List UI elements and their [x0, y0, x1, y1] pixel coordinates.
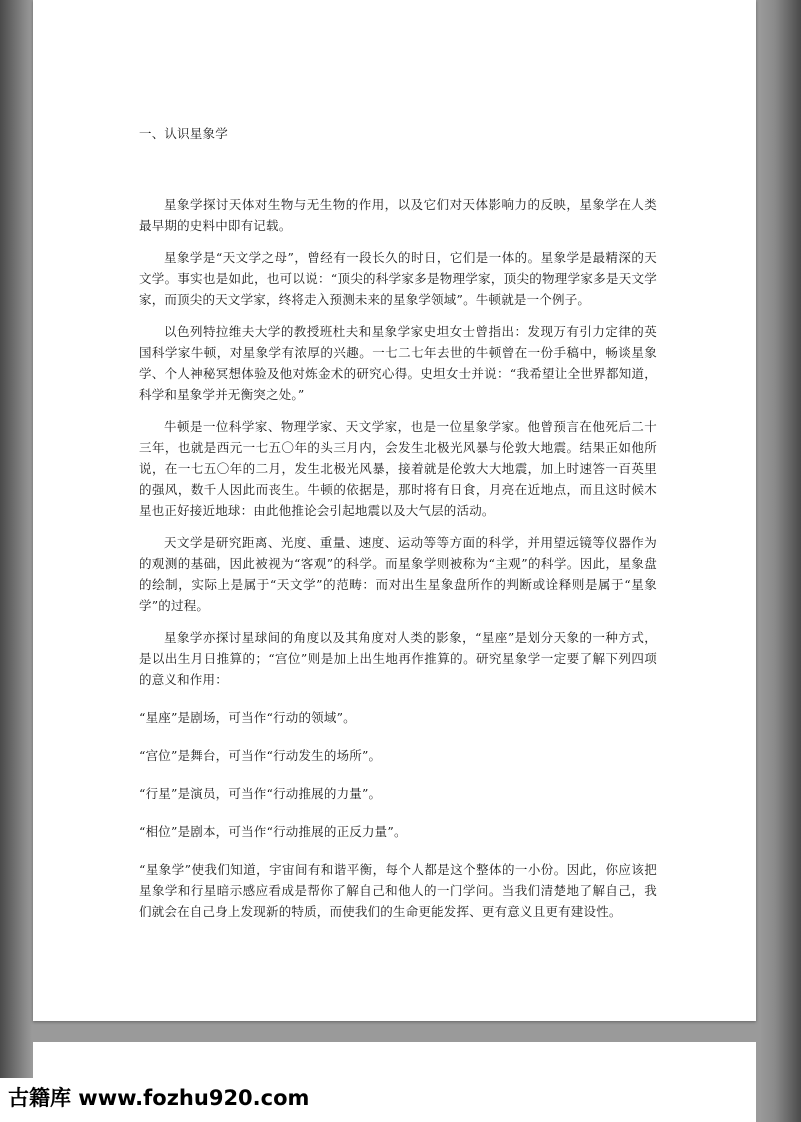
page-content — [139, 123, 657, 922]
list-item: “星座”是剧场，可当作“行动的领域”。 — [139, 710, 356, 725]
paragraph: 天文学是研究距离、光度、重量、速度、运动等等方面的科学，并用望远镜等仪器作为的观测的基础，因此被视为“客观”的科学。而星象学则被称为“主观”的科学。因此，星象盘的绘制，实际上是属于“天文学”的范畴：而对出生星象盘所作的判断或诠释则是属于“星象学”的过程。 — [139, 535, 657, 613]
paragraph: 牛顿是一位科学家、物理学家、天文学家，也是一位星象学家。他曾预言在他死后二十三年，也就是西元一七五〇年的头三月内，会发生北极光风暴与伦敦大地震。结果正如他所说，在一七五〇年的二月，发生北极光风暴，接着就是伦敦大大地震，加上时速答一百英里的强风，数千人因此而丧生。牛顿的依据是，那时将有日食，月亮在近地点，而且这时候木星也正好接近地球：由此他推论会引起地震以及大气层的活动。 — [139, 419, 657, 518]
list-item: “宫位”是舞台，可当作“行动发生的场所”。 — [139, 748, 382, 763]
list-item: “行星”是演员，可当作“行动推展的力量”。 — [139, 786, 382, 801]
paragraph: 星象学探讨天体对生物与无生物的作用，以及它们对天体影响力的反映，星象学在人类最早期的史料中即有记载。 — [139, 197, 657, 233]
paragraph: 星象学是“天文学之母”，曾经有一段长久的时日，它们是一体的。星象学是最精深的天文学。事实也是如此，也可以说：“顶尖的科学家多是物理学家，顶尖的物理学家多是天文学家，而顶尖的天文学家，终将走入预测未来的星象学领域”。牛顿就是一个例子。 — [139, 250, 657, 307]
section-title: 一、认识星象学 — [139, 126, 228, 141]
closing-paragraph: “星象学”使我们知道，宇宙间有和谐平衡，每个人都是这个整体的一小份。因此，你应该把星象学和行星暗示感应看成是帮你了解自己和他人的一门学问。当我们清楚地了解自己，我们就会在自己身上发现新的特质，而使我们的生命更能发挥、更有意义且更有建设性。 — [139, 862, 657, 919]
paragraph: 以色列特拉维夫大学的教授班杜夫和星象学家史坦女士曾指出：发现万有引力定律的英国科学家牛顿，对星象学有浓厚的兴趣。一七二七年去世的牛顿曾在一份手稿中，畅谈星象学、个人神秘冥想体验及他对炼金术的研究心得。史坦女士并说：“我希望让全世界都知道，科学和星象学并无衡突之处。” — [139, 324, 657, 402]
paragraph: 星象学亦探讨星球间的角度以及其角度对人类的影象，“星座”是划分天象的一种方式，是以出生月日推算的；“宫位”则是加上出生地再作推算的。研究星象学一定要了解下列四项的意义和作用： — [139, 630, 657, 687]
watermark-logo: 古籍库 www.fozhu920.com — [8, 1086, 310, 1110]
watermark-bar — [0, 1078, 310, 1122]
list-item: “相位”是剧本，可当作“行动推展的正反力量”。 — [139, 824, 407, 839]
document-page — [33, 0, 756, 1021]
